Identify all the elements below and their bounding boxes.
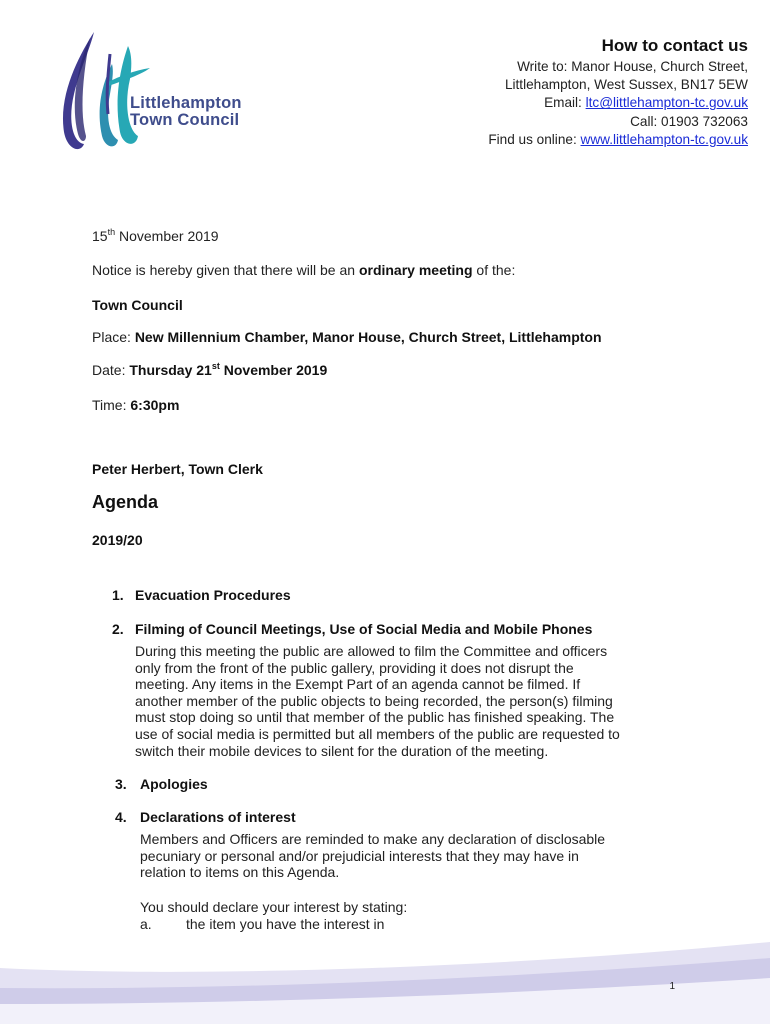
agenda-item-4-number: 4. <box>115 809 127 825</box>
agenda-year-value: 2019/20 <box>92 532 143 548</box>
body-line: must stop doing so until that member of the public has finished speaking. The <box>135 709 615 726</box>
body-line: relation to items on this Agenda. <box>140 864 340 881</box>
email-label: Email: <box>544 95 586 111</box>
notice-date-rest: November 2019 <box>115 228 219 244</box>
agenda-item-3-number: 3. <box>115 776 127 792</box>
meeting-date <box>92 362 327 378</box>
body-line: meeting. Any items in the Exempt Part of an agenda cannot be filmed. If <box>135 676 581 693</box>
date-value-pre: Thursday 21 <box>129 362 212 378</box>
date-value <box>129 362 327 378</box>
email-line <box>488 94 748 112</box>
notice-meeting-type: ordinary meeting <box>358 262 473 278</box>
notice-sentence <box>92 262 515 278</box>
notice-pre: Notice is hereby given that there will be an <box>92 262 359 278</box>
agenda-year <box>92 532 143 548</box>
date-value-sup: st <box>211 361 220 371</box>
logo-line-1: Littlehampton <box>130 94 242 112</box>
website-line <box>488 131 748 149</box>
agenda-item-4-declare <box>140 899 407 916</box>
body-line: During this meeting the public are allowed to film the Committee and officers <box>135 643 608 659</box>
place-value: New Millennium Chamber, Manor House, Church Street, Littlehampton <box>134 329 602 345</box>
time-value: 6:30pm <box>130 397 180 413</box>
body-line: only from the front of the public gallery, providing it does not disrupt the <box>135 659 574 676</box>
website-label: Find us online: <box>488 131 581 147</box>
footer-wave-decoration <box>0 938 770 1024</box>
agenda-item-4-title: Declarations of interest <box>140 809 296 825</box>
meeting-place <box>92 329 602 345</box>
body-line: You should declare your interest by stating: <box>140 899 408 915</box>
notice-date-day: 15 <box>92 228 108 244</box>
body-line: pecuniary or personal and/or prejudicial interests that they may have in <box>140 847 579 864</box>
address-line-2: Littlehampton, West Sussex, BN17 5EW <box>504 77 748 93</box>
body-line: another member of the public objects to being recorded, the person(s) filming <box>135 692 613 709</box>
email-link[interactable]: ltc@littlehampton-tc.gov.uk <box>585 95 748 111</box>
phone-line: Call: 01903 732063 <box>630 113 748 129</box>
logo-line-2: Town Council <box>130 111 240 129</box>
date-value-post: November 2019 <box>219 362 328 378</box>
meeting-time <box>92 397 179 413</box>
agenda-item-4-sub-label: a. <box>140 916 152 932</box>
agenda-item-2-title: Filming of Council Meetings, Use of Social Media and Mobile Phones <box>135 621 593 637</box>
place-label: Place: <box>92 329 135 345</box>
contact-block <box>488 35 748 149</box>
clerk-name: Peter Herbert, Town Clerk <box>92 461 263 477</box>
logo-wordmark <box>130 95 242 129</box>
contact-title: How to contact us <box>601 36 748 55</box>
agenda-item-2-number: 2. <box>112 621 124 637</box>
meeting-body <box>92 297 183 313</box>
page-number: 1 <box>669 981 675 992</box>
body-line: switch their mobile devices to silent for the duration of the meeting. <box>135 742 549 759</box>
agenda-item-4-sub-text: the item you have the interest in <box>186 916 385 932</box>
notice-post: of the: <box>472 262 516 278</box>
agenda-item-2-body <box>135 643 620 759</box>
meeting-body-name: Town Council <box>92 297 183 313</box>
agenda-item-3-title: Apologies <box>140 776 208 792</box>
clerk-signature <box>92 461 263 477</box>
agenda-title: Agenda <box>92 492 159 512</box>
body-line: Members and Officers are reminded to make any declaration of disclosable <box>140 831 606 847</box>
website-link[interactable]: www.littlehampton-tc.gov.uk <box>580 131 748 147</box>
body-line: use of social media is permitted but all members of the public are requested to <box>135 725 620 742</box>
agenda-item-1-number: 1. <box>112 587 124 603</box>
agenda-item-1-title: Evacuation Procedures <box>135 587 291 603</box>
logo-swirl-icon <box>63 32 150 149</box>
notice-date <box>92 228 219 244</box>
address-line-1: Write to: Manor House, Church Street, <box>517 59 748 74</box>
agenda-item-4-body <box>140 831 605 881</box>
time-label: Time: <box>92 397 131 413</box>
date-label: Date: <box>92 362 130 378</box>
notice-date-sup: th <box>107 227 116 237</box>
